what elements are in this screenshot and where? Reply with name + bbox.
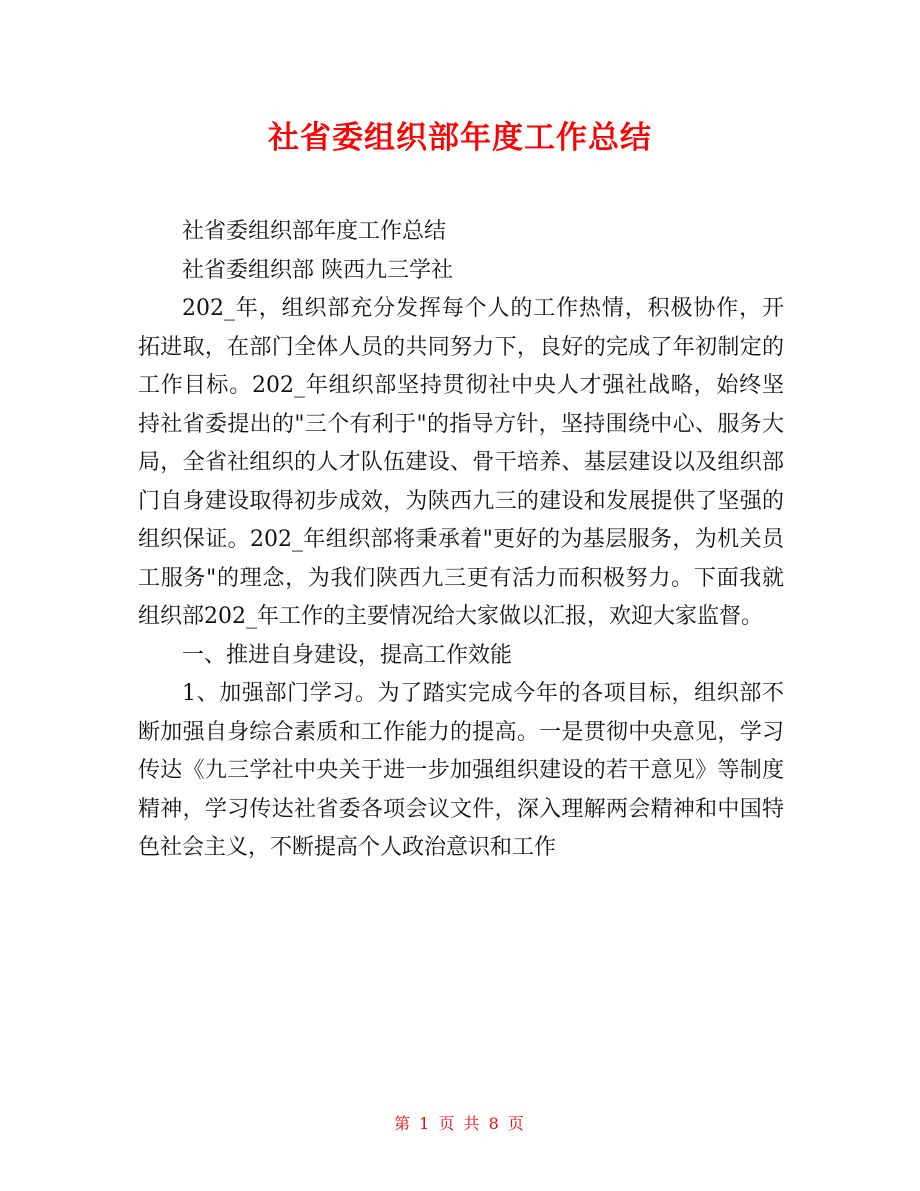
footer-suffix: 页 [507,1114,526,1133]
document-body [138,213,784,868]
paragraph-section-1: 1、加强部门学习。为了踏实完成今年的各项目标，组织部不断加强自身综合素质和工作能力的提高。一是贯彻中央意见，学习传达《九三学社中央关于进一步加强组织建设的若干意见》等制度精神，学习传达社省委各项会议文件，深入理解两会精神和中国特色社会主义，不断提高个人政治意识和工作 [138,681,784,860]
footer-prefix: 第 [394,1114,413,1133]
section-heading: 一、推进自身建设，提高工作效能 [182,642,513,668]
document-title: 社省委组织部年度工作总结 [268,120,652,156]
footer-total-pages: 8 [488,1114,501,1133]
paragraph-author: 社省委组织部 陕西九三学社 [182,257,453,283]
footer-current-page: 1 [419,1114,432,1133]
paragraph-intro: 202_年，组织部充分发挥每个人的工作热情，积极协作，开拓进取，在部门全体人员的共同努力下，良好的完成了年初制定的工作目标。202_年组织部坚持贯彻社中央人才强社战略，始终坚持社省委提出的"三个有利于"的指导方针，坚持围绕中心、服务大局，全省社组织的人才队伍建设、骨干培养、基层建设以及组织部门自身建设取得初步成效，为陕西九三的建设和发展提供了坚强的组织保证。202_年组织部将秉承着"更好的为基层服务，为机关员工服务"的理念，为我们陕西九三更有活力而积极努力。下面我就组织部202_年工作的主要情况给大家做以汇报，欢迎大家监督。 [138,296,784,629]
page-footer [0,1112,920,1136]
footer-middle: 页 共 [438,1114,482,1133]
paragraph-subtitle: 社省委组织部年度工作总结 [182,219,447,244]
